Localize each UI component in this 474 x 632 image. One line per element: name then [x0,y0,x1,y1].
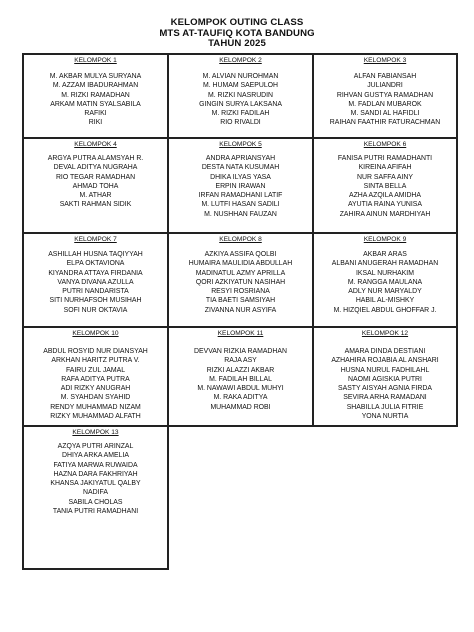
member-name: AHMAD TOHA [72,182,119,190]
member-name: SHABILLA JULIA FITRIE [346,403,424,411]
group-cell-7 [22,232,169,328]
group-title: KELOMPOK 11 [217,330,264,337]
member-name: FANISA PUTRI RAMADHANTI [337,155,433,162]
group-cell-2 [167,53,314,139]
member-name: NAOMI AGISKIA PUTRI [348,375,422,383]
member-name: ANDRA APRIANSYAH [205,155,276,162]
member-name: M. ALVIAN NUROHMAN [202,73,279,80]
member-name: ELPA OKTAVIONA [66,260,125,268]
member-name: RESYI ROSRIANA [211,288,270,296]
group-title: KELOMPOK 8 [219,236,262,243]
member-list [169,347,312,412]
member-name: ARKAM MATIN SYALSABILA [50,100,141,108]
member-name: M. AZZAM IBADURAHMAN [52,82,139,90]
member-name: FAIRU ZUL JAMAL [65,366,126,374]
member-name: M. RIZKI NASRUDIN [207,91,274,99]
member-name: ERPIN IRAWAN [215,182,266,190]
member-name: RAIHAN FAATHIR FATURACHMAN [329,119,441,127]
member-name: ALBANI ANUGERAH RAMADHAN [331,260,439,268]
member-name: AZQYA PUTRI ARINZAL [57,443,134,450]
member-name: SITI NURHAFSOH MUSIHAH [49,297,142,305]
school-name: MTS AT-TAUFIQ KOTA BANDUNG [159,27,315,39]
member-list [169,72,312,128]
group-cell-6 [312,137,458,234]
member-name: ARGYA PUTRA ALAMSYAH R. [47,155,144,162]
member-name: AMARA DINDA DESTIANI [344,348,426,355]
group-cell-13 [22,425,169,570]
member-name: M. NAWAWI ABDUL MUHYI [197,385,284,393]
member-name: HUMAIRA MAULIDIA ABDULLAH [188,260,293,268]
document-year: TAHUN 2025 [208,38,266,49]
member-name: KIYANDRA ATTAYA FIRDANIA [48,269,143,277]
member-name: IRFAN RAMADHANI LATIF [198,192,283,200]
group-title: KELOMPOK 12 [361,330,409,337]
member-list [314,154,456,219]
document-header [0,18,474,50]
member-name: RAJA ASY [224,357,257,365]
member-name: ARKHAN HARITZ PUTRA V. [51,357,140,365]
group-title: KELOMPOK 9 [363,236,407,243]
member-name: MUHAMMAD ROBI [210,403,271,411]
member-name: M. NUSHHAN FAUZAN [204,210,277,218]
member-name: DEVAL ADITYA NUGRAHA [53,164,138,172]
member-name: NUR SAFFA AINY [357,173,413,181]
member-name: JULIANDRI [367,82,403,90]
member-name: FATIYA MARWA RUWAIDA [53,461,138,469]
member-name: M. SANDI AL HAFIDLI [350,110,420,118]
member-list [314,72,456,128]
member-name: RIZKY MUHAMMAD ALFATH [50,413,141,421]
member-name: HUSNA NURUL FADHILAHL [340,366,430,374]
member-name: RIHVAN GUSTYA RAMADHAN [336,91,434,99]
member-list [24,250,167,315]
member-name: NADIFA [83,489,108,497]
member-name: AZKIYA ASSIFA QOLBI [204,251,277,258]
member-name: M. LUTFI HASAN SADILI [201,201,280,209]
group-title: KELOMPOK 1 [74,57,117,64]
member-name: M. RANGGA MAULANA [347,278,423,286]
member-name: SASTY AISYAH AGNIA FIRDA [338,385,432,393]
member-name: SAKTI RAHMAN SIDIK [59,201,132,209]
group-cell-5 [167,137,314,234]
member-name: ADLY NUR MARYALDY [348,288,422,296]
group-cell-4 [22,137,169,234]
member-list [24,154,167,210]
group-title: KELOMPOK 10 [72,330,119,337]
member-list [169,154,312,219]
member-name: RAFIKI [84,110,107,118]
member-name: M. FADILAH BILLAL [209,375,272,383]
member-name: MADINATUL AZMY APRILLA [195,269,286,277]
group-title: KELOMPOK 13 [72,429,119,436]
group-cell-3 [312,53,458,139]
member-name: ALFAN FABIANSAH [353,73,417,80]
member-name: M. HIZQIEL ABDUL GHOFFAR J. [333,306,437,314]
member-list [24,347,167,421]
group-title: KELOMPOK 2 [219,57,262,64]
member-name: QORI AZKIYATUN NASIHAH [195,278,286,286]
member-name: M. RIZKI FADILAH [211,110,270,118]
group-title: KELOMPOK 5 [219,141,262,148]
member-name: HAZNA DARA FAKHRIYAH [53,470,138,478]
member-name: M. ATHAR [79,192,112,200]
member-name: RIO RIVALDI [220,119,261,127]
member-name: AYUTIA RAINA YUNISA [347,201,423,209]
member-name: M. FADLAN MUBAROK [348,100,422,108]
member-name: DHIKA ILYAS YASA [210,173,271,181]
member-name: AKBAR ARAS [363,251,407,258]
member-list [24,442,167,516]
member-name: DESTA NATA KUSUMAH [201,164,280,172]
group-cell-9 [312,232,458,328]
member-name: AZHAHIRA ROJABIA AL ANSHARI [331,357,439,365]
member-name: VANYA DIVANA AZULLA [57,278,134,286]
member-name: ABDUL ROSYID NUR DIANSYAH [43,348,148,355]
member-name: RAFA ADITYA PUTRA [61,375,130,383]
group-title: KELOMPOK 4 [74,141,117,148]
member-name: ZAHIRA AINUN MARDHIYAH [339,210,431,218]
member-name: KHANSA JAKIYATUL QALBY [50,480,141,488]
member-name: DEVVAN RIZKIA RAMADHAN [194,348,287,355]
member-list [314,347,456,421]
member-name: IKSAL NURHAKIM [356,269,414,277]
member-name: SINTA BELLA [363,182,407,190]
group-title: KELOMPOK 3 [363,57,407,64]
group-cell-8 [167,232,314,328]
member-name: YONA NURTIA [361,413,409,421]
member-list [314,250,456,315]
member-name: KIREINA AFIFAH [358,164,412,172]
member-name: ZIVANNA NUR ASYIFA [204,306,277,314]
member-name: RIO TEGAR RAMADHAN [55,173,136,181]
member-name: GINGIN SURYA LAKSANA [199,100,282,108]
member-name: HABIL AL-MISHKY [355,297,415,305]
member-name: M. SYAHDAN SYAHID [60,394,131,402]
member-name: PUTRI NANDARISTA [62,288,129,296]
group-title: KELOMPOK 7 [74,236,117,243]
member-name: ADI RIZKY ANUGRAH [60,385,131,393]
member-name: M. RAKA ADITYA [213,394,268,402]
member-name: TIA BAETI SAMSIYAH [205,297,276,305]
group-title: KELOMPOK 6 [363,141,407,148]
member-name: M. AKBAR MULYA SURYANA [49,73,142,80]
member-name: SABILA CHOLAS [68,498,123,506]
member-name: SEVIRA ARHA RAMADANI [343,394,427,402]
member-name: TANIA PUTRI RAMADHANI [52,508,139,516]
document-title: KELOMPOK OUTING CLASS [170,17,304,28]
group-cell-11 [167,326,314,427]
member-name: ASHILLAH HUSNA TAQIYYAH [48,251,143,258]
member-list [24,72,167,128]
member-name: M. RIZKI RAMADHAN [61,91,130,99]
member-name: RIKI [88,119,103,127]
member-name: AZHA AZQILA AMIDHA [349,192,421,200]
group-cell-1 [22,53,169,139]
group-cell-12 [312,326,458,427]
member-name: RENDY MUHAMMAD NIZAM [50,403,141,411]
member-name: M. HUMAM SAEPULOH [202,82,279,90]
member-name: DHIYA ARKA AMELIA [62,452,129,460]
member-name: RIZKI ALAZZI AKBAR [206,366,275,374]
groups-table [22,53,458,570]
member-list [169,250,312,315]
member-name: SOFI NUR OKTAVIA [63,306,128,314]
group-cell-10 [22,326,169,427]
